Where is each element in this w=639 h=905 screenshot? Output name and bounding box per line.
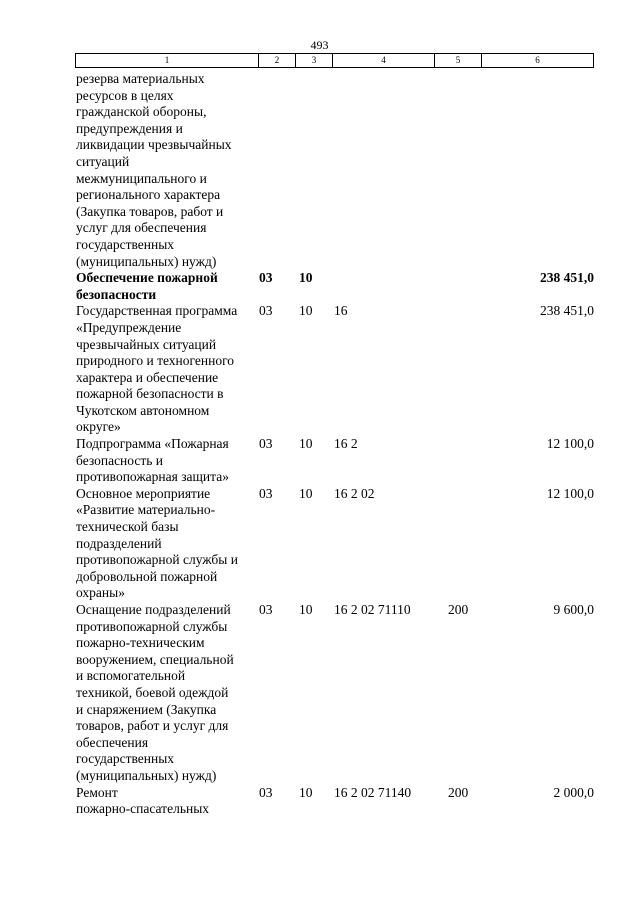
header-col-6: 6	[535, 55, 540, 65]
table-row	[76, 303, 596, 436]
row-sum: 12 100,0	[546, 485, 594, 501]
table-body	[76, 71, 596, 818]
row-pr: 10	[299, 303, 313, 319]
table-row	[76, 785, 596, 818]
row-rz: 03	[259, 303, 273, 319]
row-rz: 03	[259, 485, 273, 501]
header-col-5: 5	[435, 54, 482, 67]
row-pr: 10	[299, 436, 313, 452]
row-pr: 10	[299, 602, 313, 617]
row-name: резерва материальных ресурсов в целях гражданской обороны, предупреждения и ликвидации чрезвычайных ситуаций межмуниципального и регионального характера (Закупка товаров, работ и услуг для обеспечения государственных (муниципальных) нужд)	[76, 71, 232, 269]
row-name: Основное мероприятие «Развитие материально- технической базы подразделений противопожарной службы и добровольной пожарной охраны»	[76, 485, 238, 601]
row-sum: 2 000,0	[553, 784, 594, 800]
header-col-3: 3	[296, 54, 333, 67]
table-row	[76, 602, 596, 785]
row-csr: 16 2 02 71140	[334, 784, 412, 800]
row-name: Государственная программа «Предупреждение чрезвычайных ситуаций природного и техногенного характера и обеспечение пожарной безопасности в Чукотском автономном округе»	[76, 303, 238, 435]
row-name: Оснащение подразделений противопожарной службы пожарно-техническим вооружением, специальной и вспомогательной техникой, боевой одеждой и снаряжением (Закупка товаров, работ и услуг для обеспечения государственных (муниципальных) нужд)	[76, 602, 234, 783]
row-csr: 16 2	[334, 436, 358, 452]
row-csr: 16 2 02 71110	[334, 602, 411, 617]
row-csr: 16 2 02	[334, 485, 375, 501]
header-col-1: 1	[76, 54, 259, 67]
header-col-2: 2	[259, 54, 296, 67]
page-number: 493	[310, 38, 329, 52]
row-name: Подпрограмма «Пожарная безопасность и противопожарная защита»	[76, 436, 229, 485]
row-vr: 200	[448, 784, 469, 800]
row-rz: 03	[259, 784, 273, 800]
row-sum: 238 451,0	[540, 270, 594, 286]
row-rz: 03	[259, 270, 273, 286]
row-sum: 12 100,0	[546, 436, 594, 452]
table-row	[76, 270, 596, 303]
row-pr: 10	[299, 270, 313, 286]
row-pr: 10	[299, 485, 313, 501]
table-row	[76, 486, 596, 602]
table-row	[76, 71, 596, 270]
row-pr: 10	[299, 784, 313, 800]
row-name: Ремонт пожарно-спасательных	[76, 784, 210, 817]
row-name: Обеспечение пожарной безопасности	[76, 270, 218, 302]
header-col-4: 4	[333, 54, 435, 67]
row-sum: 238 451,0	[540, 303, 594, 319]
row-csr: 16	[334, 303, 348, 319]
table-header	[75, 53, 594, 68]
row-rz: 03	[259, 602, 273, 617]
row-rz: 03	[259, 436, 273, 452]
table-row	[76, 436, 596, 486]
row-sum: 9 600,0	[553, 602, 594, 617]
row-vr: 200	[448, 602, 469, 617]
